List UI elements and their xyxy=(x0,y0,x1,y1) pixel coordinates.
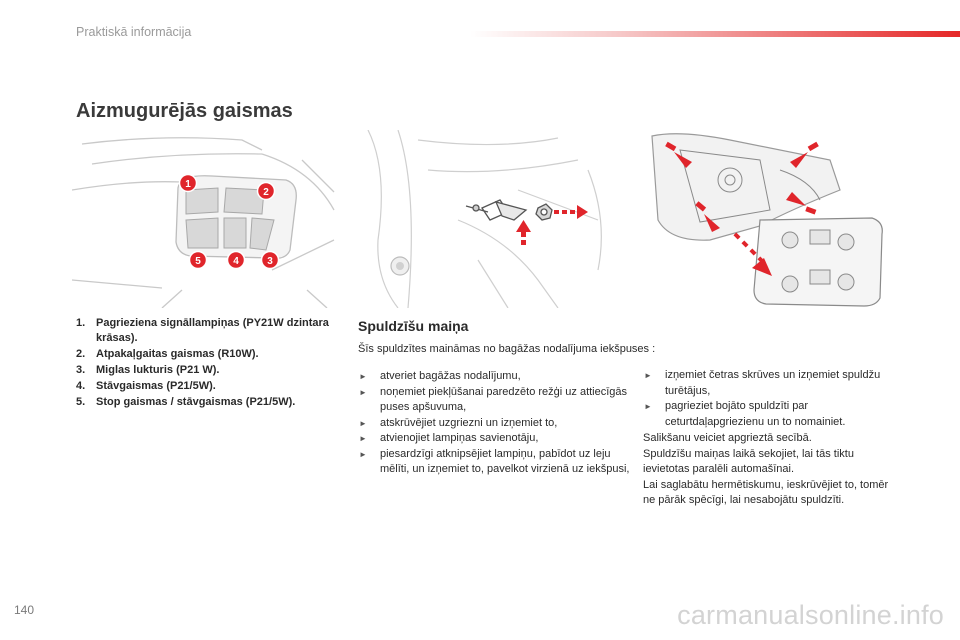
note-text: Lai saglabātu hermētiskumu, ieskrūvējiet to, tomēr ne pārāk spēcīgi, lai nesabojātu spuldzīti. xyxy=(643,478,889,506)
page-title: Aizmugurējās gaismas xyxy=(76,100,293,122)
callout-3: 3 xyxy=(267,256,273,267)
legend-item: 1. Pagrieziena signāllampiņas (PY21W dzintara krāsas). xyxy=(76,317,329,344)
step-item: ► pagrieziet bojāto spuldzīti par ceturtdaļapgriezienu un to nomainiet. xyxy=(643,399,893,430)
page-number: 140 xyxy=(14,603,35,617)
step-item: ► izņemiet četras skrūves un izņemiet spuldžu turētājus, xyxy=(643,368,893,399)
legend-item: 4. Stāvgaismas (P21/5W). xyxy=(76,380,216,392)
header-accent-bar xyxy=(470,31,960,37)
legend-item: 3. Miglas lukturis (P21 W). xyxy=(76,364,220,376)
callout-4: 4 xyxy=(233,256,239,267)
step-item: ► piesardzīgi atknipsējiet lampiņu, pabīdot uz leju mēlīti, un izņemiet to, pavelkot virzienā uz iekšpusi, xyxy=(358,447,630,478)
note-text: Salikšanu veiciet apgrieztā secībā. xyxy=(643,432,812,444)
step-item: ► atskrūvējiet uzgriezni un izņemiet to, xyxy=(358,416,630,432)
step-item: ► noņemiet piekļūšanai paredzēto režģi uz attiecīgās puses apšuvuma, xyxy=(358,385,630,416)
lamp-legend xyxy=(76,316,336,411)
legend-item: 2. Atpakaļgaitas gaismas (R10W). xyxy=(76,348,259,360)
rear-lamp-illustration xyxy=(72,130,344,308)
note-text: Spuldzīšu maiņas laikā sekojiet, lai tās tiktu ievietotas paralēli automašīnai. xyxy=(643,447,854,475)
callout-1: 1 xyxy=(185,179,191,190)
bulb-change-notes xyxy=(643,431,893,509)
section-title: Praktiskā informācija xyxy=(76,25,192,39)
callout-5: 5 xyxy=(195,256,201,267)
bulb-change-intro: Šīs spuldzītes maināmas no bagāžas nodalījuma iekšpuses : xyxy=(358,343,656,355)
legend-item: 5. Stop gaismas / stāvgaismas (P21/5W). xyxy=(76,396,296,408)
steps-list-right xyxy=(643,368,893,430)
trunk-trim-illustration xyxy=(358,130,632,308)
steps-list-left xyxy=(358,369,630,478)
step-item: ► atvienojiet lampiņas savienotāju, xyxy=(358,431,630,447)
bulb-holder-illustration xyxy=(640,130,904,308)
bulb-change-heading: Spuldzīšu maiņa xyxy=(358,318,469,334)
watermark: carmanualsonline.info xyxy=(677,600,944,630)
callout-2: 2 xyxy=(263,187,269,198)
step-item: ► atveriet bagāžas nodalījumu, xyxy=(358,369,630,385)
